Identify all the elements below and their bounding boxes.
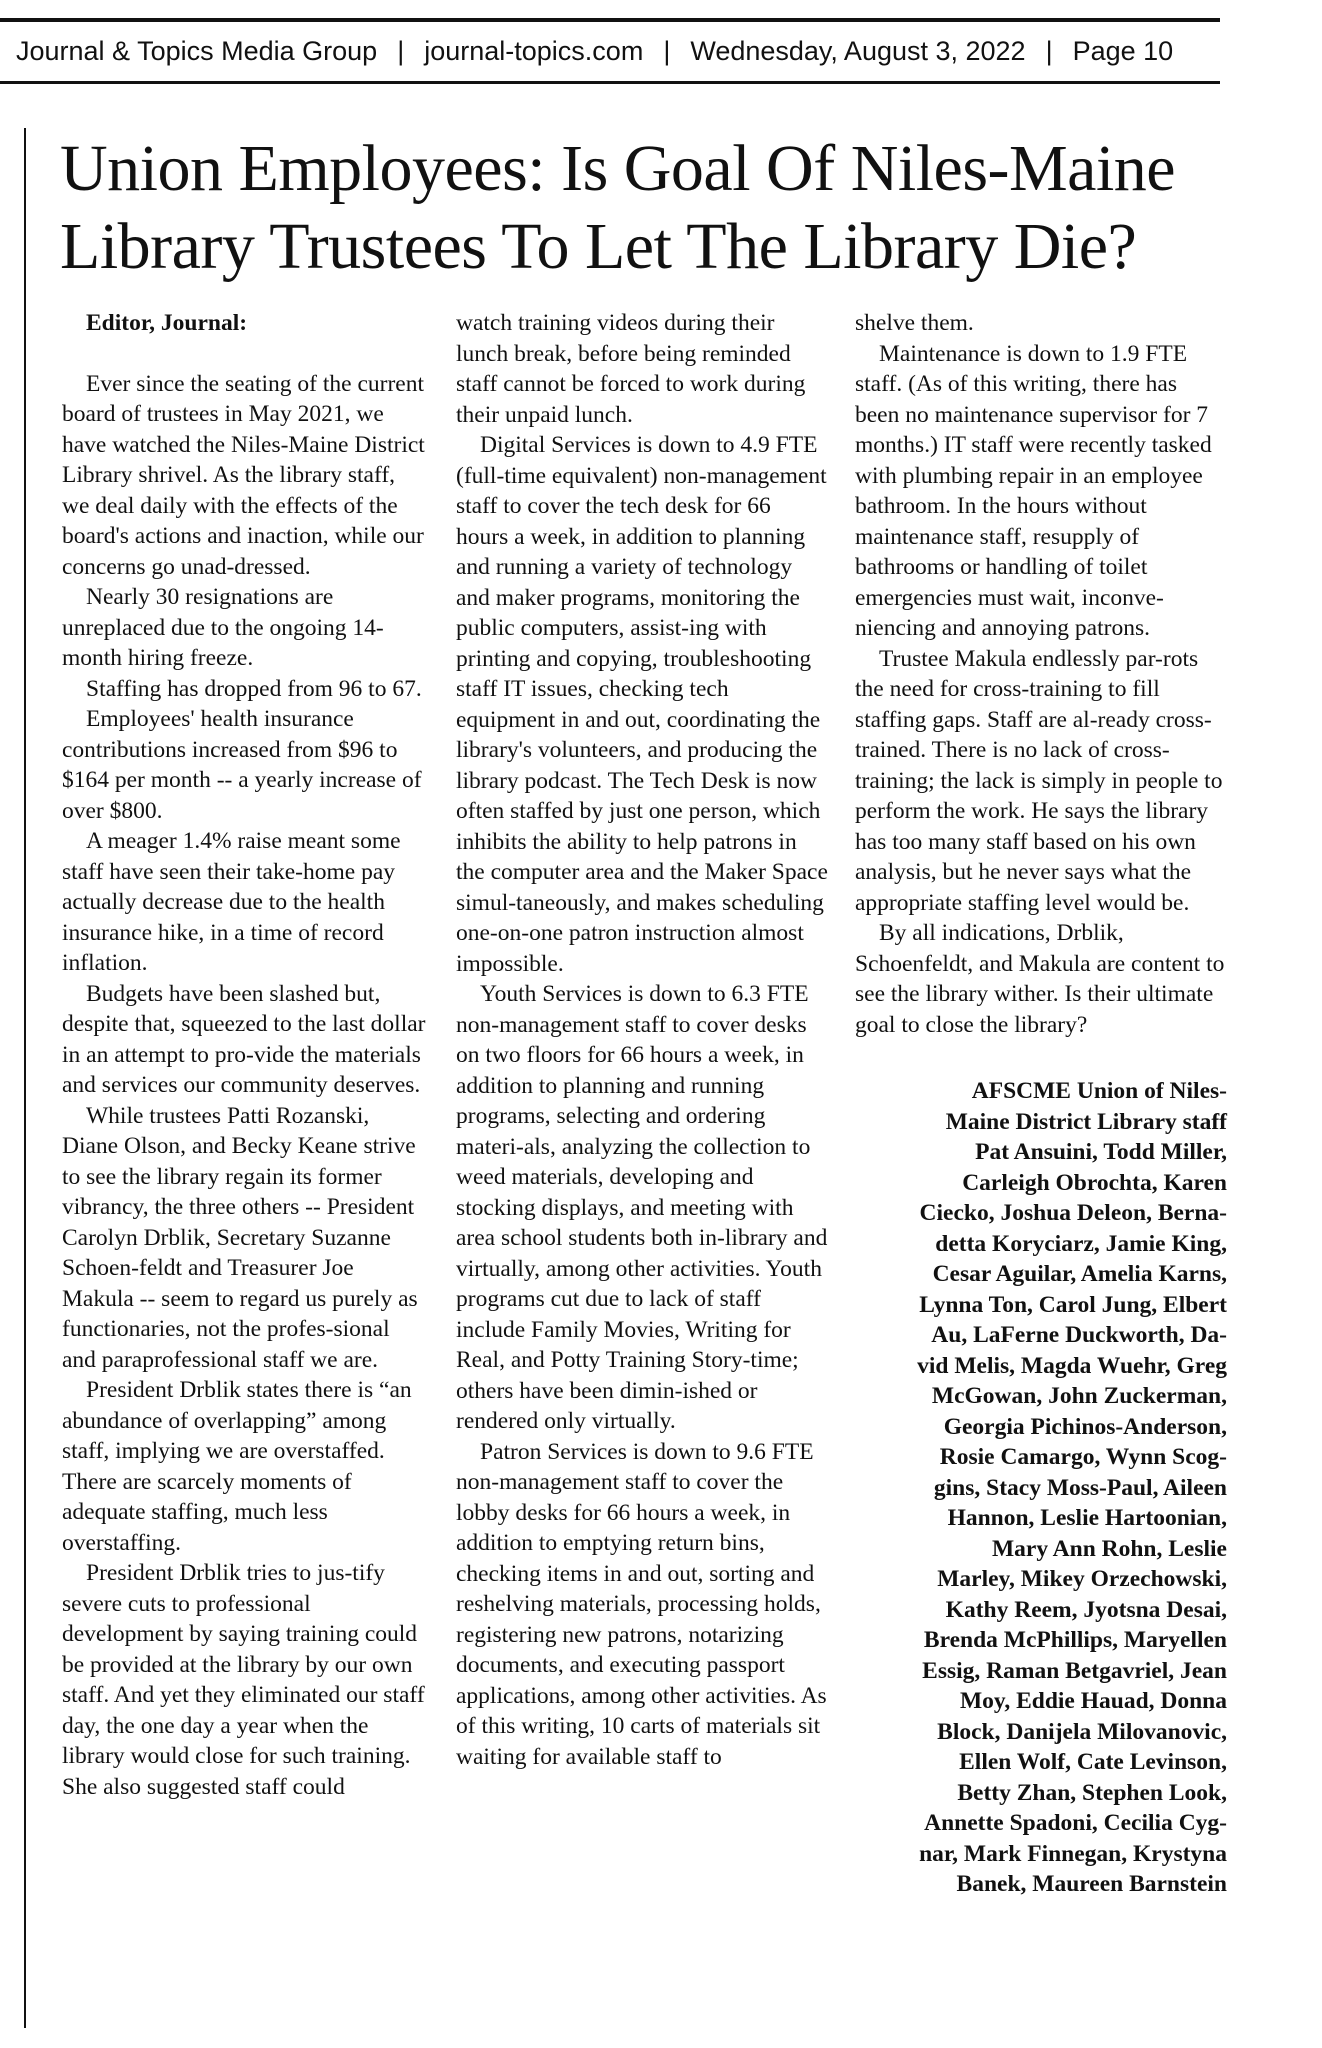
- salutation: Editor, Journal:: [86, 310, 248, 336]
- signature-line: Pat Ansuini, Todd Miller,: [975, 1139, 1227, 1165]
- signature-line: Kathy Reem, Jyotsna Desai,: [945, 1596, 1227, 1623]
- signature-line: nar, Mark Finnegan, Krystyna: [919, 1840, 1227, 1867]
- masthead-bar: [0, 18, 1220, 84]
- paragraph: shelve them.: [855, 310, 974, 336]
- paragraph: Youth Services is down to 6.3 FTE non-management staff to cover desks on two floors for 66 hours a week, in addition to planning and running programs, selecting and ordering materi-als, analyzing the collection to weed materials, developing and stocking displays, and meeting with area school students both in-library and virtually, among other activities. Youth programs cut due to lack of staff include Family Movies, Writing for Real, and Potty Training Story-time; others have been dimin-ished or rendered only virtually.: [456, 981, 828, 1434]
- separator: |: [663, 36, 671, 66]
- signature-line: gins, Stacy Moss-Paul, Aileen: [933, 1474, 1227, 1501]
- signature-line: detta Koryciarz, Jamie King,: [935, 1230, 1227, 1257]
- signature-line: McGowan, John Zuckerman,: [931, 1383, 1227, 1409]
- signature-line: Hannon, Leslie Hartoonian,: [947, 1505, 1227, 1531]
- paragraph: Ever since the seating of the current board of trustees in May 2021, we have watched the Niles-Maine District Library shrivel. As the library staff, we deal daily with the effects of the board's actions and inaction, while our concerns go unad-dressed.: [62, 370, 425, 580]
- page-number: Page 10: [1072, 36, 1174, 66]
- paragraph: A meager 1.4% raise meant some staff have seen their take-home pay actually decrease due to the health insurance hike, in a time of record inflation.: [62, 828, 401, 976]
- paragraph: Employees' health insurance contributions increased from $96 to $164 per month -- a yearly increase of over $800.: [62, 706, 422, 824]
- separator: |: [397, 36, 405, 66]
- publisher-name: Journal & Topics Media Group: [16, 36, 378, 66]
- paragraph: President Drblik states there is “an abundance of overlapping” among staff, implying we are overstaffed. There are scarcely moments of adequate staffing, much less overstaffing.: [62, 1377, 412, 1556]
- signature-line: Essig, Raman Betgavriel, Jean: [922, 1657, 1227, 1684]
- signature-line: Banek, Maureen Barnstein: [956, 1871, 1227, 1897]
- paragraph: Digital Services is down to 4.9 FTE (full-time equivalent) non-management staff to cover the tech desk for 66 hours a week, in addition to planning and running a variety of technology and maker programs, monitoring the public computers, assist-ing with printing and copying, troubleshooting staff IT issues, checking tech equipment in and out, coordinating the library's volunteers, and producing the library podcast. The Tech Desk is now often staffed by just one person, which inhibits the ability to help patrons in the computer area and the Maker Space simul-taneously, and makes scheduling one-on-one patron instruction almost impossible.: [456, 432, 828, 977]
- signature-line: Marley, Mikey Orzechowski,: [937, 1566, 1227, 1592]
- paragraph: Budgets have been slashed but, despite that, squeezed to the last dollar in an attempt to pro-vide the materials and services our community deserves.: [62, 980, 426, 1098]
- column-rule: [24, 128, 26, 2028]
- signature-line: Rosie Camargo, Wynn Scog-: [939, 1444, 1227, 1470]
- article-column-1: [62, 308, 428, 1802]
- signature-line: Moy, Eddie Hauad, Donna: [959, 1688, 1227, 1714]
- signature-line: Ciecko, Joshua Deleon, Berna-: [919, 1200, 1227, 1226]
- signature-line: Georgia Pichinos-Anderson,: [943, 1413, 1227, 1440]
- signature-line: Mary Ann Rohn, Leslie: [991, 1535, 1227, 1562]
- signature-line: Au, LaFerne Duckworth, Da-: [931, 1322, 1227, 1348]
- paragraph: Trustee Makula endlessly par-rots the need for cross-training to fill staffing gaps. Staff are al-ready cross-trained. There is no lack of cross-training; the lack is simply in people to perform the work. He says the library has too many staff based on his own analysis, but he never says what the appropriate staffing level would be.: [855, 645, 1223, 916]
- signature-line: AFSCME Union of Niles-: [971, 1078, 1227, 1104]
- signature-line: Betty Zhan, Stephen Look,: [957, 1779, 1227, 1806]
- website: journal-topics.com: [424, 36, 644, 66]
- signature-line: Maine District Library staff: [945, 1108, 1227, 1135]
- paragraph: watch training videos during their lunch break, before being reminded staff cannot be forced to work during their unpaid lunch.: [456, 310, 806, 428]
- signature-block: [855, 1076, 1227, 1900]
- paragraph: While trustees Patti Rozanski, Diane Olson, and Becky Keane strive to see the library regain its former vibrancy, the three others -- President Carolyn Drblik, Secretary Suzanne Schoen-feldt and Treasurer Joe Makula -- seem to regard us purely as functionaries, not the profes-sional and paraprofessional staff we are.: [62, 1102, 418, 1373]
- signature-line: Cesar Aguilar, Amelia Karns,: [932, 1261, 1227, 1287]
- issue-date: Wednesday, August 3, 2022: [690, 36, 1026, 66]
- signature-line: Carleigh Obrochta, Karen: [962, 1169, 1227, 1196]
- signature-line: Annette Spadoni, Cecilia Cyg-: [924, 1810, 1227, 1836]
- paragraph: Maintenance is down to 1.9 FTE staff. (As of this writing, there has been no maintenance supervisor for 7 months.) IT staff were recently tasked with plumbing repair in an employee bathroom. In the hours without maintenance staff, resupply of bathrooms or handling of toilet emergencies must wait, inconve-niencing and annoying patrons.: [855, 340, 1212, 641]
- article-column-3: [855, 308, 1227, 1900]
- signature-line: Brenda McPhillips, Maryellen: [923, 1627, 1227, 1653]
- signature-line: Ellen Wolf, Cate Levinson,: [959, 1749, 1227, 1775]
- article-headline: Union Employees: Is Goal Of Niles-Maine Library Trustees To Let The Library Die?: [60, 132, 1176, 283]
- paragraph: Nearly 30 resignations are unreplaced due to the ongoing 14-month hiring freeze.: [62, 584, 384, 671]
- separator: |: [1045, 36, 1053, 66]
- signature-line: Block, Danijela Milovanovic,: [937, 1718, 1227, 1745]
- article-column-2: [456, 308, 828, 1772]
- signature-line: Lynna Ton, Carol Jung, Elbert: [919, 1291, 1227, 1318]
- paragraph: By all indications, Drblik, Schoenfeldt, and Makula are content to see the library wither. Is their ultimate goal to close the library?: [855, 920, 1225, 1038]
- paragraph: Patron Services is down to 9.6 FTE non-management staff to cover the lobby desks for 66 hours a week, in addition to emptying return bins, checking items in and out, sorting and reshelving materials, processing holds, registering new patrons, notarizing documents, and executing passport applications, among other activities. As of this writing, 10 carts of materials sit waiting for available staff to: [456, 1438, 827, 1770]
- paragraph: Staffing has dropped from 96 to 67.: [86, 675, 422, 702]
- paragraph: President Drblik tries to jus-tify severe cuts to professional development by saying training could be provided at the library by our own staff. And yet they eliminated our staff day, the one day a year when the library would close for such training. She also suggested staff could: [62, 1560, 425, 1800]
- signature-line: vid Melis, Magda Wuehr, Greg: [917, 1352, 1227, 1379]
